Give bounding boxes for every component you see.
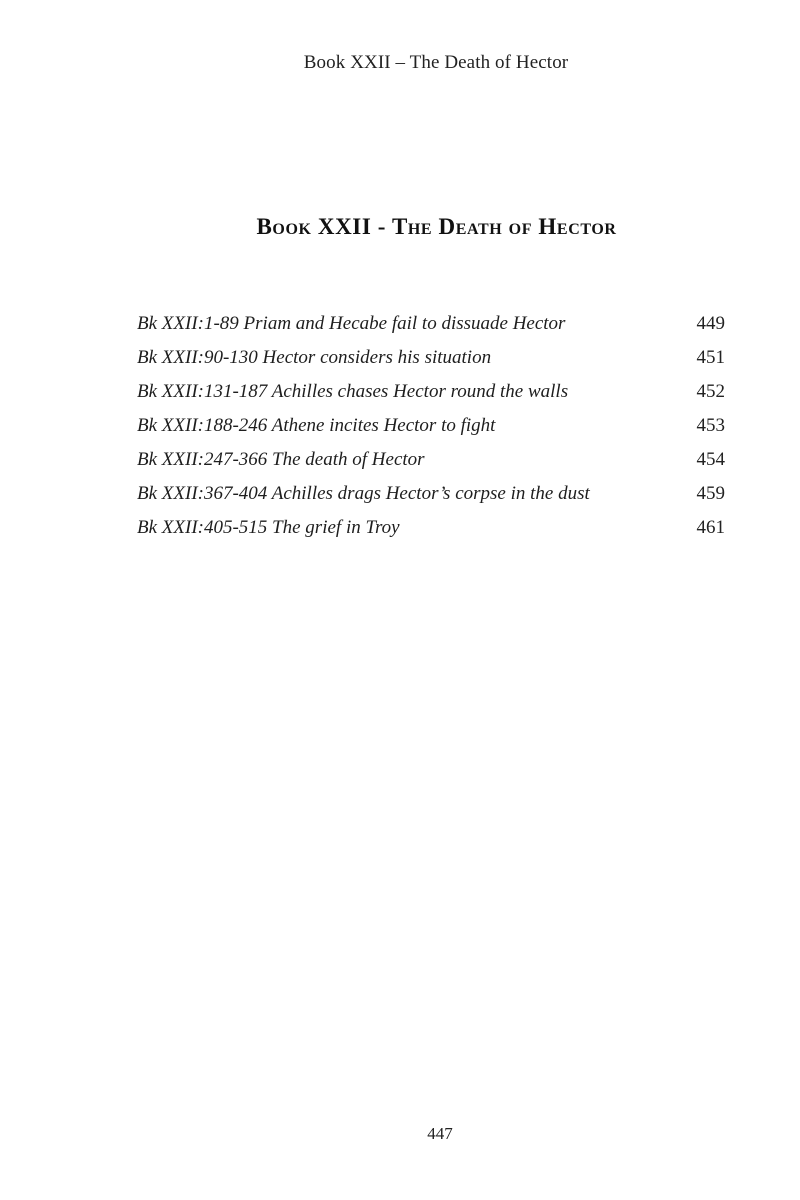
toc-entry-label: Bk XXII:247-366 The death of Hector [137, 449, 425, 470]
toc-entry-page: 453 [696, 415, 725, 436]
toc-entry-page: 451 [696, 347, 725, 368]
page-number: 447 [427, 1124, 453, 1143]
toc-entry-label: Bk XXII:405-515 The grief in Troy [137, 517, 400, 538]
toc-entry[interactable] [137, 415, 725, 449]
toc-entry-page: 461 [696, 517, 725, 538]
toc-entry-page: 459 [696, 483, 725, 504]
toc-entry-page: 452 [696, 381, 725, 402]
toc-entry-page: 454 [696, 449, 725, 470]
toc-entry-page: 449 [696, 313, 725, 334]
toc-entry-label: Bk XXII:90-130 Hector considers his situation [137, 347, 492, 368]
toc-entry[interactable] [137, 483, 725, 517]
table-of-contents [137, 313, 725, 551]
toc-entry[interactable] [137, 517, 725, 551]
toc-entry-label: Bk XXII:1-89 Priam and Hecabe fail to dissuade Hector [137, 313, 566, 334]
toc-entry[interactable] [137, 313, 725, 347]
chapter-title: Book XXII - The Death of Hector [256, 214, 617, 239]
toc-entry-label: Bk XXII:367-404 Achilles drags Hector’s corpse in the dust [137, 483, 590, 504]
running-header: Book XXII – The Death of Hector [303, 52, 569, 73]
toc-entry[interactable] [137, 347, 725, 381]
toc-entry[interactable] [137, 381, 725, 415]
toc-entry-label: Bk XXII:188-246 Athene incites Hector to fight [137, 415, 496, 436]
toc-entry-label: Bk XXII:131-187 Achilles chases Hector round the walls [137, 381, 569, 402]
toc-entry[interactable] [137, 449, 725, 483]
